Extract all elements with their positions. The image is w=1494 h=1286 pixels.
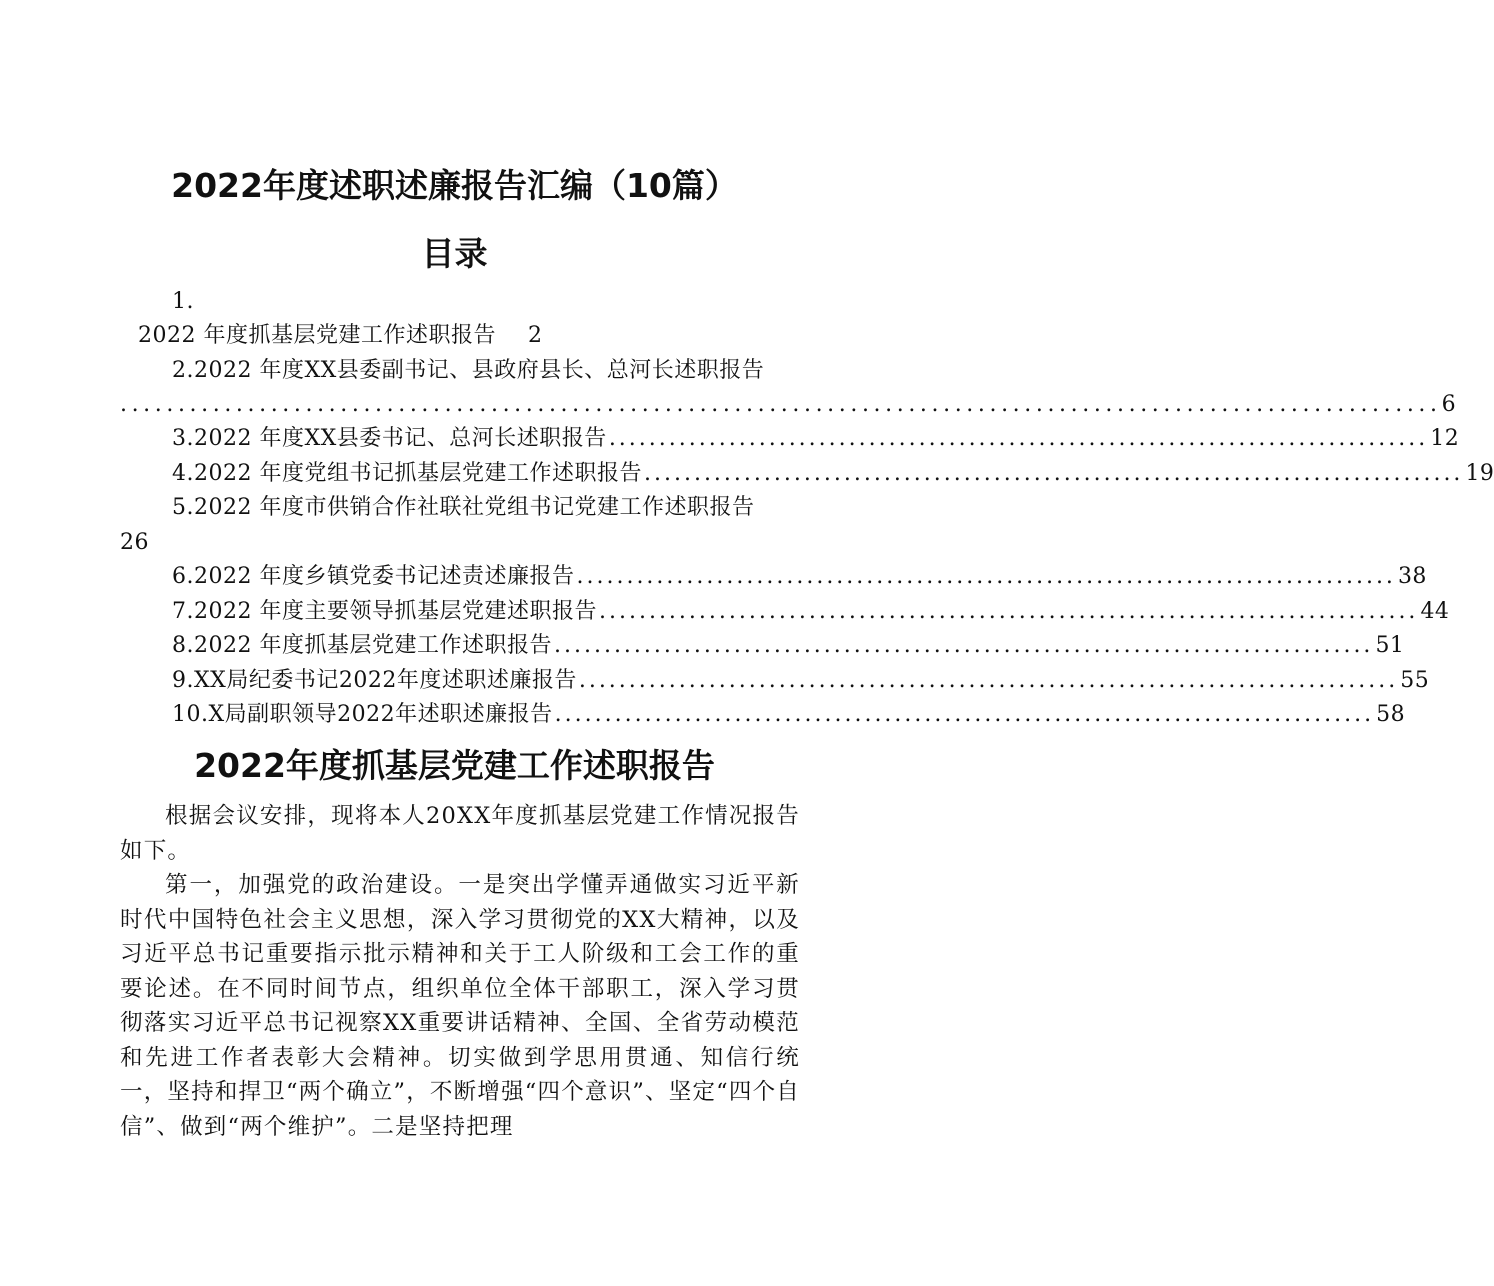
toc-item-4-title: 2022 年度党组书记抓基层党建工作述职报告 — [194, 461, 642, 486]
toc-item-3-page: 12 — [1430, 426, 1460, 451]
toc-item-7[interactable] — [172, 599, 1450, 625]
dot-leader: .................................................................................. — [608, 426, 1429, 451]
toc-item-4-page: 19 — [1465, 461, 1494, 486]
body-paragraph-1: 根据会议安排，现将本人20XX年度抓基层党建工作情况报告如下。 — [120, 803, 800, 864]
toc-item-8-number: 8. — [172, 633, 194, 658]
toc-item-8-page: 51 — [1375, 633, 1405, 658]
document-title: 2022年度述职述廉报告汇编（10篇） — [171, 166, 738, 205]
toc-item-4-number: 4. — [172, 461, 194, 486]
toc-item-5-page: 26 — [120, 530, 149, 555]
toc-item-10-title: X局副职领导2022年述职述廉报告 — [208, 702, 553, 727]
toc-item-3-title: 2022 年度XX县委书记、总河长述职报告 — [194, 426, 607, 451]
toc-item-1-number: 1. — [172, 289, 194, 314]
toc-item-3[interactable] — [172, 426, 1460, 452]
dot-leader: .................................................................................. — [576, 564, 1396, 589]
toc-item-3-number: 3. — [172, 426, 194, 451]
toc-item-2-number: 2. — [172, 358, 194, 383]
dot-leader: .................................................................................. — [553, 633, 1374, 658]
toc-item-2[interactable] — [172, 358, 764, 384]
toc-item-4[interactable] — [172, 461, 1494, 487]
toc-item-9-page: 55 — [1400, 668, 1430, 693]
body-paragraph-2: 第一，加强党的政治建设。一是突出学懂弄通做实习近平新时代中国特色社会主义思想，深入学习贯彻党的XX大精神，以及习近平总书记重要指示批示精神和关于工人阶级和工会工作的重要论述。在不同时间节点，组织单位全体干部职工，深入学习贯彻落实习近平总书记视察XX重要讲话精神、全国、全省劳动模范和先进工作者表彰大会精神。切实做到学思用贯通、知信行统一，坚持和捍卫“两个确立”，不断增强“四个意识”、坚定“四个自信”、做到“两个维护”。二是坚持把理 — [120, 872, 800, 1140]
toc-item-8-title: 2022 年度抓基层党建工作述职报告 — [194, 633, 552, 658]
section-title: 2022年度抓基层党建工作述职报告 — [194, 746, 715, 785]
dot-leader: .................................................................................. — [578, 668, 1399, 693]
toc-item-10-number: 10. — [172, 702, 209, 727]
toc-item-9[interactable] — [172, 668, 1430, 694]
dot-leader: .................................................................................................................. — [120, 392, 1442, 417]
toc-item-6-number: 6. — [172, 564, 194, 589]
toc-item-9-number: 9. — [172, 668, 194, 693]
toc-item-2-title: 2022 年度XX县委副书记、县政府县长、总河长述职报告 — [194, 358, 765, 383]
dot-leader: .................................................................................. — [643, 461, 1464, 486]
toc-item-7-page: 44 — [1420, 599, 1450, 624]
dot-leader: .................................................................................. — [598, 599, 1419, 624]
toc-item-5-title: 2022 年度市供销合作社联社党组书记党建工作述职报告 — [194, 495, 755, 520]
dot-leader: .................................................................................. — [554, 702, 1375, 727]
toc-item-2-page: 6 — [1441, 392, 1456, 417]
toc-item-9-title: XX局纪委书记2022年度述职述廉报告 — [194, 668, 577, 693]
toc-item-7-number: 7. — [172, 599, 194, 624]
toc-item-1[interactable] — [138, 323, 542, 349]
toc-item-8[interactable] — [172, 633, 1405, 659]
toc-item-5[interactable] — [172, 495, 754, 521]
toc-item-7-title: 2022 年度主要领导抓基层党建述职报告 — [194, 599, 597, 624]
toc-heading: 目录 — [421, 234, 488, 273]
toc-item-5-number: 5. — [172, 495, 194, 520]
toc-item-1-page: 2 — [527, 323, 543, 348]
toc-item-10[interactable] — [172, 702, 1406, 728]
toc-item-2-leader — [120, 392, 1456, 418]
toc-item-6[interactable] — [172, 564, 1427, 590]
toc-item-1-title: 2022 年度抓基层党建工作述职报告 — [138, 323, 496, 348]
toc-item-10-page: 58 — [1376, 702, 1406, 727]
toc-item-6-title: 2022 年度乡镇党委书记述责述廉报告 — [194, 564, 575, 589]
toc-item-6-page: 38 — [1397, 564, 1427, 589]
